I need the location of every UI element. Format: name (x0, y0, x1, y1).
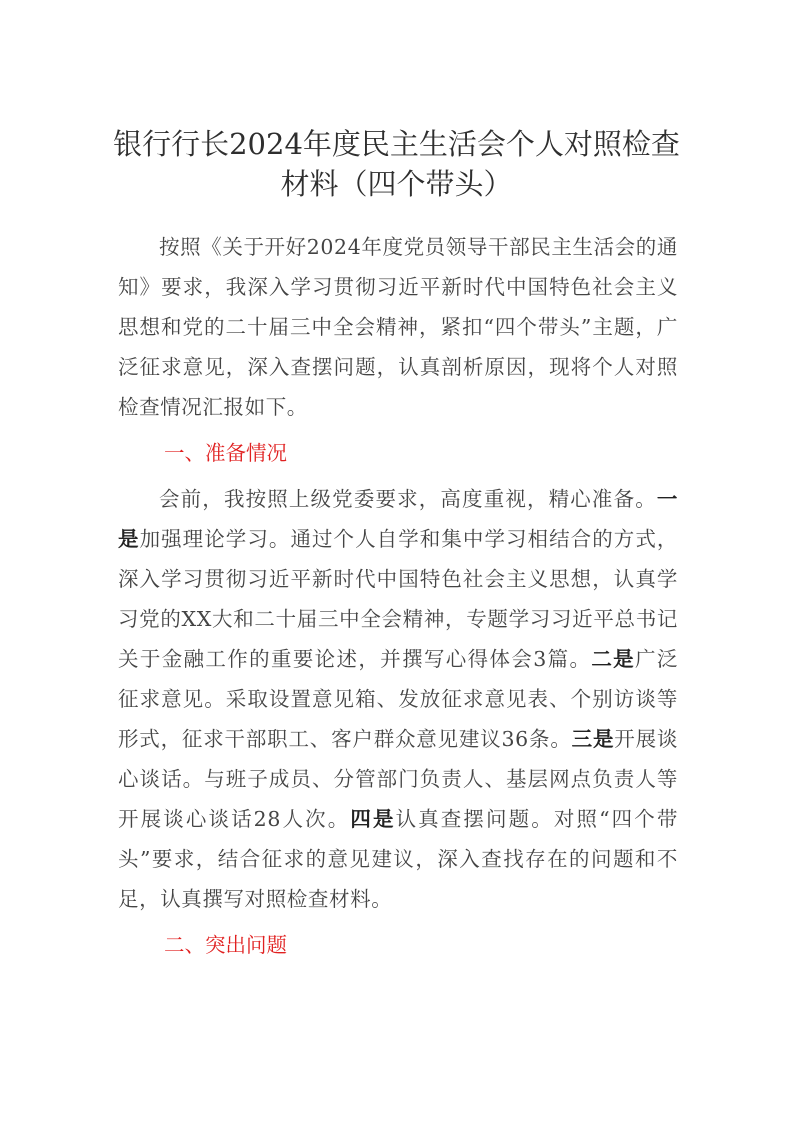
preparation-text-d: 开展谈心谈话。与班子成员、分管部门负责人、基层网点负责人等开展谈心谈话28人次。 (118, 727, 678, 831)
document-title (100, 124, 693, 204)
preparation-text-b: 加强理论学习。通过个人自学和集中学习相结合的方式，深入学习贯彻习近平新时代中国特色社会主义思想，认真学习党的XX大和二十届三中全会精神，专题学习习近平总书记关于金融工作的重要论述，并撰写心得体会3篇。 (118, 527, 678, 671)
point-2-label: 二是 (591, 647, 636, 671)
preparation-text-e: 认真查摆问题。对照“四个带头”要求，结合征求的意见建议，深入查找存在的问题和不足，认真撰写对照检查材料。 (118, 807, 679, 911)
section-heading-preparation: 一、准备情况 (164, 441, 287, 465)
title-line-1: 银行行长2024年度民主生活会个人对照检查 (113, 127, 680, 161)
intro-paragraph: 按照《关于开好2024年度党员领导干部民主生活会的通知》要求，我深入学习贯彻习近平新时代中国特色社会主义思想和党的二十届三中全会精神，紧扣“四个带头”主题，广泛征求意见，深入查摆问题，认真剖析原因，现将个人对照检查情况汇报如下。 (118, 235, 678, 419)
point-3-label: 三是 (571, 727, 615, 751)
point-4-label: 四是 (350, 807, 396, 831)
point-1-label: 一是 (118, 487, 678, 551)
preparation-paragraph (118, 479, 678, 919)
preparation-text-c: 广泛征求意见。采取设置意见箱、发放征求意见表、个别访谈等形式，征求干部职工、客户群众意见建议36条。 (118, 647, 679, 751)
preparation-text-a: 会前，我按照上级党委要求，高度重视，精心准备。 (159, 487, 657, 511)
section-heading-issues: 二、突出问题 (164, 933, 287, 957)
document-body (118, 227, 678, 971)
title-line-2: 材料（四个带头） (280, 167, 513, 201)
